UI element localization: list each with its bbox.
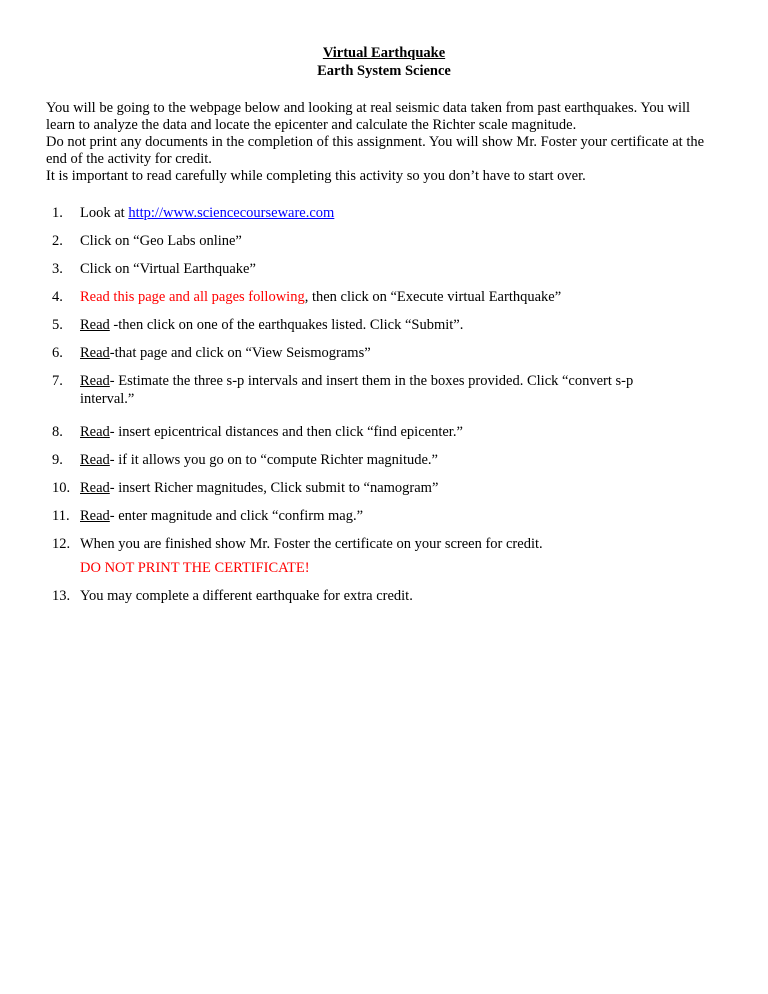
intro-paragraph-3: It is important to read carefully while completing this activity so you don’t have to start over. <box>46 168 586 184</box>
intro-paragraph-1: You will be going to the webpage below and looking at real seismic data taken from past earthquakes. You will learn to analyze the data and locate the epicenter and calculate the Richter scale magnitude. <box>46 100 691 133</box>
step-text: , then click on “Execute virtual Earthquake” <box>304 289 562 305</box>
step-text: - Estimate the three s-p intervals and insert them in the boxes provided. Click “convert s-p <box>109 373 634 389</box>
read-label: Read <box>80 345 110 361</box>
step-12 <box>46 536 722 577</box>
step-number: 9. <box>52 452 63 468</box>
sciencecourseware-link[interactable]: http://www.sciencecourseware.com <box>128 205 335 221</box>
print-warning: DO NOT PRINT THE CERTIFICATE! <box>80 560 310 576</box>
step-number: 4. <box>52 289 63 305</box>
step-text-continued: interval.” <box>80 391 135 407</box>
read-label: Read <box>80 317 110 333</box>
step-9 <box>46 452 722 469</box>
document-title: Virtual Earthquake <box>322 45 446 61</box>
step-7 <box>46 373 722 413</box>
step-text: When you are finished show Mr. Foster the certificate on your screen for credit. <box>80 536 543 552</box>
step-text: -then click on one of the earthquakes listed. Click “Submit”. <box>109 317 464 333</box>
step-number: 8. <box>52 424 63 440</box>
read-label: Read <box>80 452 110 468</box>
step-text: - enter magnitude and click “confirm mag.” <box>109 508 364 524</box>
step-number: 12. <box>52 536 71 552</box>
step-11 <box>46 508 722 525</box>
step-1 <box>46 205 722 222</box>
step-number: 13. <box>52 588 71 604</box>
step-number: 11. <box>52 508 70 524</box>
document-subtitle: Earth System Science <box>317 63 451 79</box>
read-instruction-highlight: Read this page and all pages following <box>80 289 305 305</box>
step-number: 10. <box>52 480 71 496</box>
step-text: Click on “Virtual Earthquake” <box>80 261 256 277</box>
steps-list <box>46 205 722 605</box>
read-label: Read <box>80 480 110 496</box>
intro-text <box>46 100 722 185</box>
step-3 <box>46 261 722 278</box>
read-label: Read <box>80 373 110 389</box>
step-number: 6. <box>52 345 63 361</box>
step-text: You may complete a different earthquake for extra credit. <box>80 588 413 604</box>
read-label: Read <box>80 508 110 524</box>
read-label: Read <box>80 424 110 440</box>
step-text: Click on “Geo Labs online” <box>80 233 242 249</box>
step-text: Look at <box>80 205 129 221</box>
step-text: -that page and click on “View Seismograms” <box>109 345 371 361</box>
step-6 <box>46 345 722 362</box>
step-4 <box>46 289 722 306</box>
step-text: - insert Richer magnitudes, Click submit to “namogram” <box>109 480 439 496</box>
step-10 <box>46 480 722 497</box>
step-number: 7. <box>52 373 63 389</box>
step-5 <box>46 317 722 334</box>
step-2 <box>46 233 722 250</box>
step-number: 5. <box>52 317 63 333</box>
step-number: 3. <box>52 261 63 277</box>
document-header <box>46 44 722 80</box>
step-number: 1. <box>52 205 63 221</box>
step-number: 2. <box>52 233 63 249</box>
step-text: - if it allows you go on to “compute Richter magnitude.” <box>109 452 438 468</box>
step-13 <box>46 588 722 605</box>
step-8 <box>46 424 722 441</box>
step-text: - insert epicentrical distances and then click “find epicenter.” <box>109 424 463 440</box>
intro-paragraph-2: Do not print any documents in the completion of this assignment. You will show Mr. Foster your certificate at the end of the activity for credit. <box>46 134 705 167</box>
